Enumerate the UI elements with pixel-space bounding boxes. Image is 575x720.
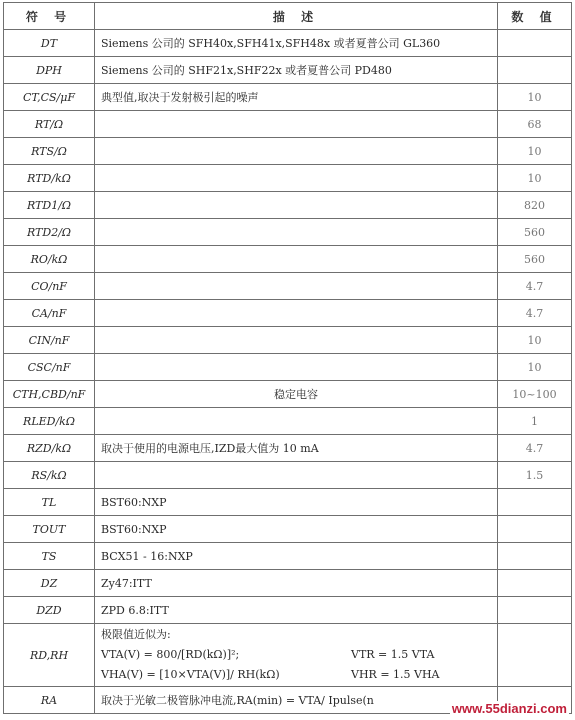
row-symbol: RT/Ω: [4, 111, 95, 138]
table-row: [4, 57, 572, 84]
limits-line2-right: VHR = 1.5 VHA: [351, 668, 440, 681]
watermark: www.55dianzi.com: [451, 701, 567, 716]
row-description: [95, 165, 498, 192]
row-value: 68: [498, 111, 572, 138]
row-symbol: CTH,CBD/nF: [4, 381, 95, 408]
row-value: 560: [498, 219, 572, 246]
limits-title: 极限值近似为:: [101, 628, 171, 641]
table-row: [4, 543, 572, 570]
row-description: 典型值,取决于发射极引起的噪声: [95, 84, 498, 111]
table-row: [4, 219, 572, 246]
limits-line2-left: VHA(V) = [10×VTA(V)]/ RH(kΩ): [101, 668, 280, 681]
table-header-row: [4, 3, 572, 30]
row-description: Siemens 公司的 SFH40x,SFH41x,SFH48x 或者夏普公司 GL360: [95, 30, 498, 57]
table-row: [4, 408, 572, 435]
table-row: [4, 84, 572, 111]
row-description: BCX51 - 16:NXP: [95, 543, 498, 570]
header-description: 描 述: [95, 3, 498, 30]
row-description: [95, 219, 498, 246]
table-row: [4, 354, 572, 381]
row-symbol: RTD2/Ω: [4, 219, 95, 246]
row-value: 10: [498, 84, 572, 111]
row-symbol: CIN/nF: [4, 327, 95, 354]
row-symbol: CO/nF: [4, 273, 95, 300]
row-symbol: RTD1/Ω: [4, 192, 95, 219]
table-row: [4, 570, 572, 597]
row-value: 4.7: [498, 273, 572, 300]
header-value: 数 值: [498, 3, 572, 30]
row-value: [498, 30, 572, 57]
row-value: 1.5: [498, 462, 572, 489]
row-value: [498, 57, 572, 84]
row-description: Zy47:ITT: [95, 570, 498, 597]
row-symbol: CSC/nF: [4, 354, 95, 381]
limits-row: [4, 624, 572, 687]
table-row: [4, 273, 572, 300]
row-description: [95, 327, 498, 354]
row-description: [95, 462, 498, 489]
table-row: [4, 192, 572, 219]
row-value: 820: [498, 192, 572, 219]
row-value: 10: [498, 354, 572, 381]
row-value: 4.7: [498, 300, 572, 327]
row-value: 10: [498, 165, 572, 192]
last-description: 取决于光敏二极管脉冲电流,RA(min) = VTA/ Ipulse(n: [95, 687, 498, 714]
table-row: [4, 246, 572, 273]
row-description: [95, 408, 498, 435]
row-description: [95, 354, 498, 381]
row-description: [95, 138, 498, 165]
row-value: 4.7: [498, 435, 572, 462]
table-row: [4, 111, 572, 138]
row-symbol: TOUT: [4, 516, 95, 543]
row-description: [95, 192, 498, 219]
row-value: 560: [498, 246, 572, 273]
limits-line1-right: VTR = 1.5 VTA: [351, 648, 435, 661]
row-symbol: CA/nF: [4, 300, 95, 327]
table-row: [4, 138, 572, 165]
row-description: BST60:NXP: [95, 516, 498, 543]
row-description: [95, 273, 498, 300]
row-description: 稳定电容: [95, 381, 498, 408]
row-value: 1: [498, 408, 572, 435]
row-symbol: TL: [4, 489, 95, 516]
row-symbol: CT,CS/μF: [4, 84, 95, 111]
row-value: [498, 597, 572, 624]
row-symbol: DT: [4, 30, 95, 57]
row-value: 10~100: [498, 381, 572, 408]
row-value: 10: [498, 138, 572, 165]
table-row: [4, 327, 572, 354]
row-symbol: TS: [4, 543, 95, 570]
row-value: 10: [498, 327, 572, 354]
table-row: [4, 462, 572, 489]
row-symbol: DZD: [4, 597, 95, 624]
row-description: ZPD 6.8:ITT: [95, 597, 498, 624]
table-body: [4, 30, 572, 624]
row-description: BST60:NXP: [95, 489, 498, 516]
limits-description: [95, 624, 498, 687]
table-row: [4, 435, 572, 462]
table-row: [4, 381, 572, 408]
table-row: [4, 516, 572, 543]
table-row: [4, 489, 572, 516]
header-symbol: 符 号: [4, 3, 95, 30]
table-row: [4, 597, 572, 624]
last-symbol: RA: [4, 687, 95, 714]
row-value: [498, 516, 572, 543]
row-symbol: RS/kΩ: [4, 462, 95, 489]
row-description: [95, 111, 498, 138]
table-row: [4, 30, 572, 57]
row-value: [498, 570, 572, 597]
limits-value: [498, 624, 572, 687]
row-symbol: RO/kΩ: [4, 246, 95, 273]
row-description: [95, 300, 498, 327]
limits-symbol: RD,RH: [4, 624, 95, 687]
row-symbol: DZ: [4, 570, 95, 597]
row-symbol: RTS/Ω: [4, 138, 95, 165]
row-value: [498, 543, 572, 570]
table-row: [4, 300, 572, 327]
row-symbol: RTD/kΩ: [4, 165, 95, 192]
row-symbol: DPH: [4, 57, 95, 84]
row-symbol: RLED/kΩ: [4, 408, 95, 435]
row-description: 取决于使用的电源电压,IZD最大值为 10 mA: [95, 435, 498, 462]
row-description: [95, 246, 498, 273]
component-table: [3, 2, 572, 714]
row-value: [498, 489, 572, 516]
limits-line1-left: VTA(V) = 800/[RD(kΩ)]²;: [101, 648, 240, 661]
row-symbol: RZD/kΩ: [4, 435, 95, 462]
row-description: Siemens 公司的 SHF21x,SHF22x 或者夏普公司 PD480: [95, 57, 498, 84]
table-row: [4, 165, 572, 192]
